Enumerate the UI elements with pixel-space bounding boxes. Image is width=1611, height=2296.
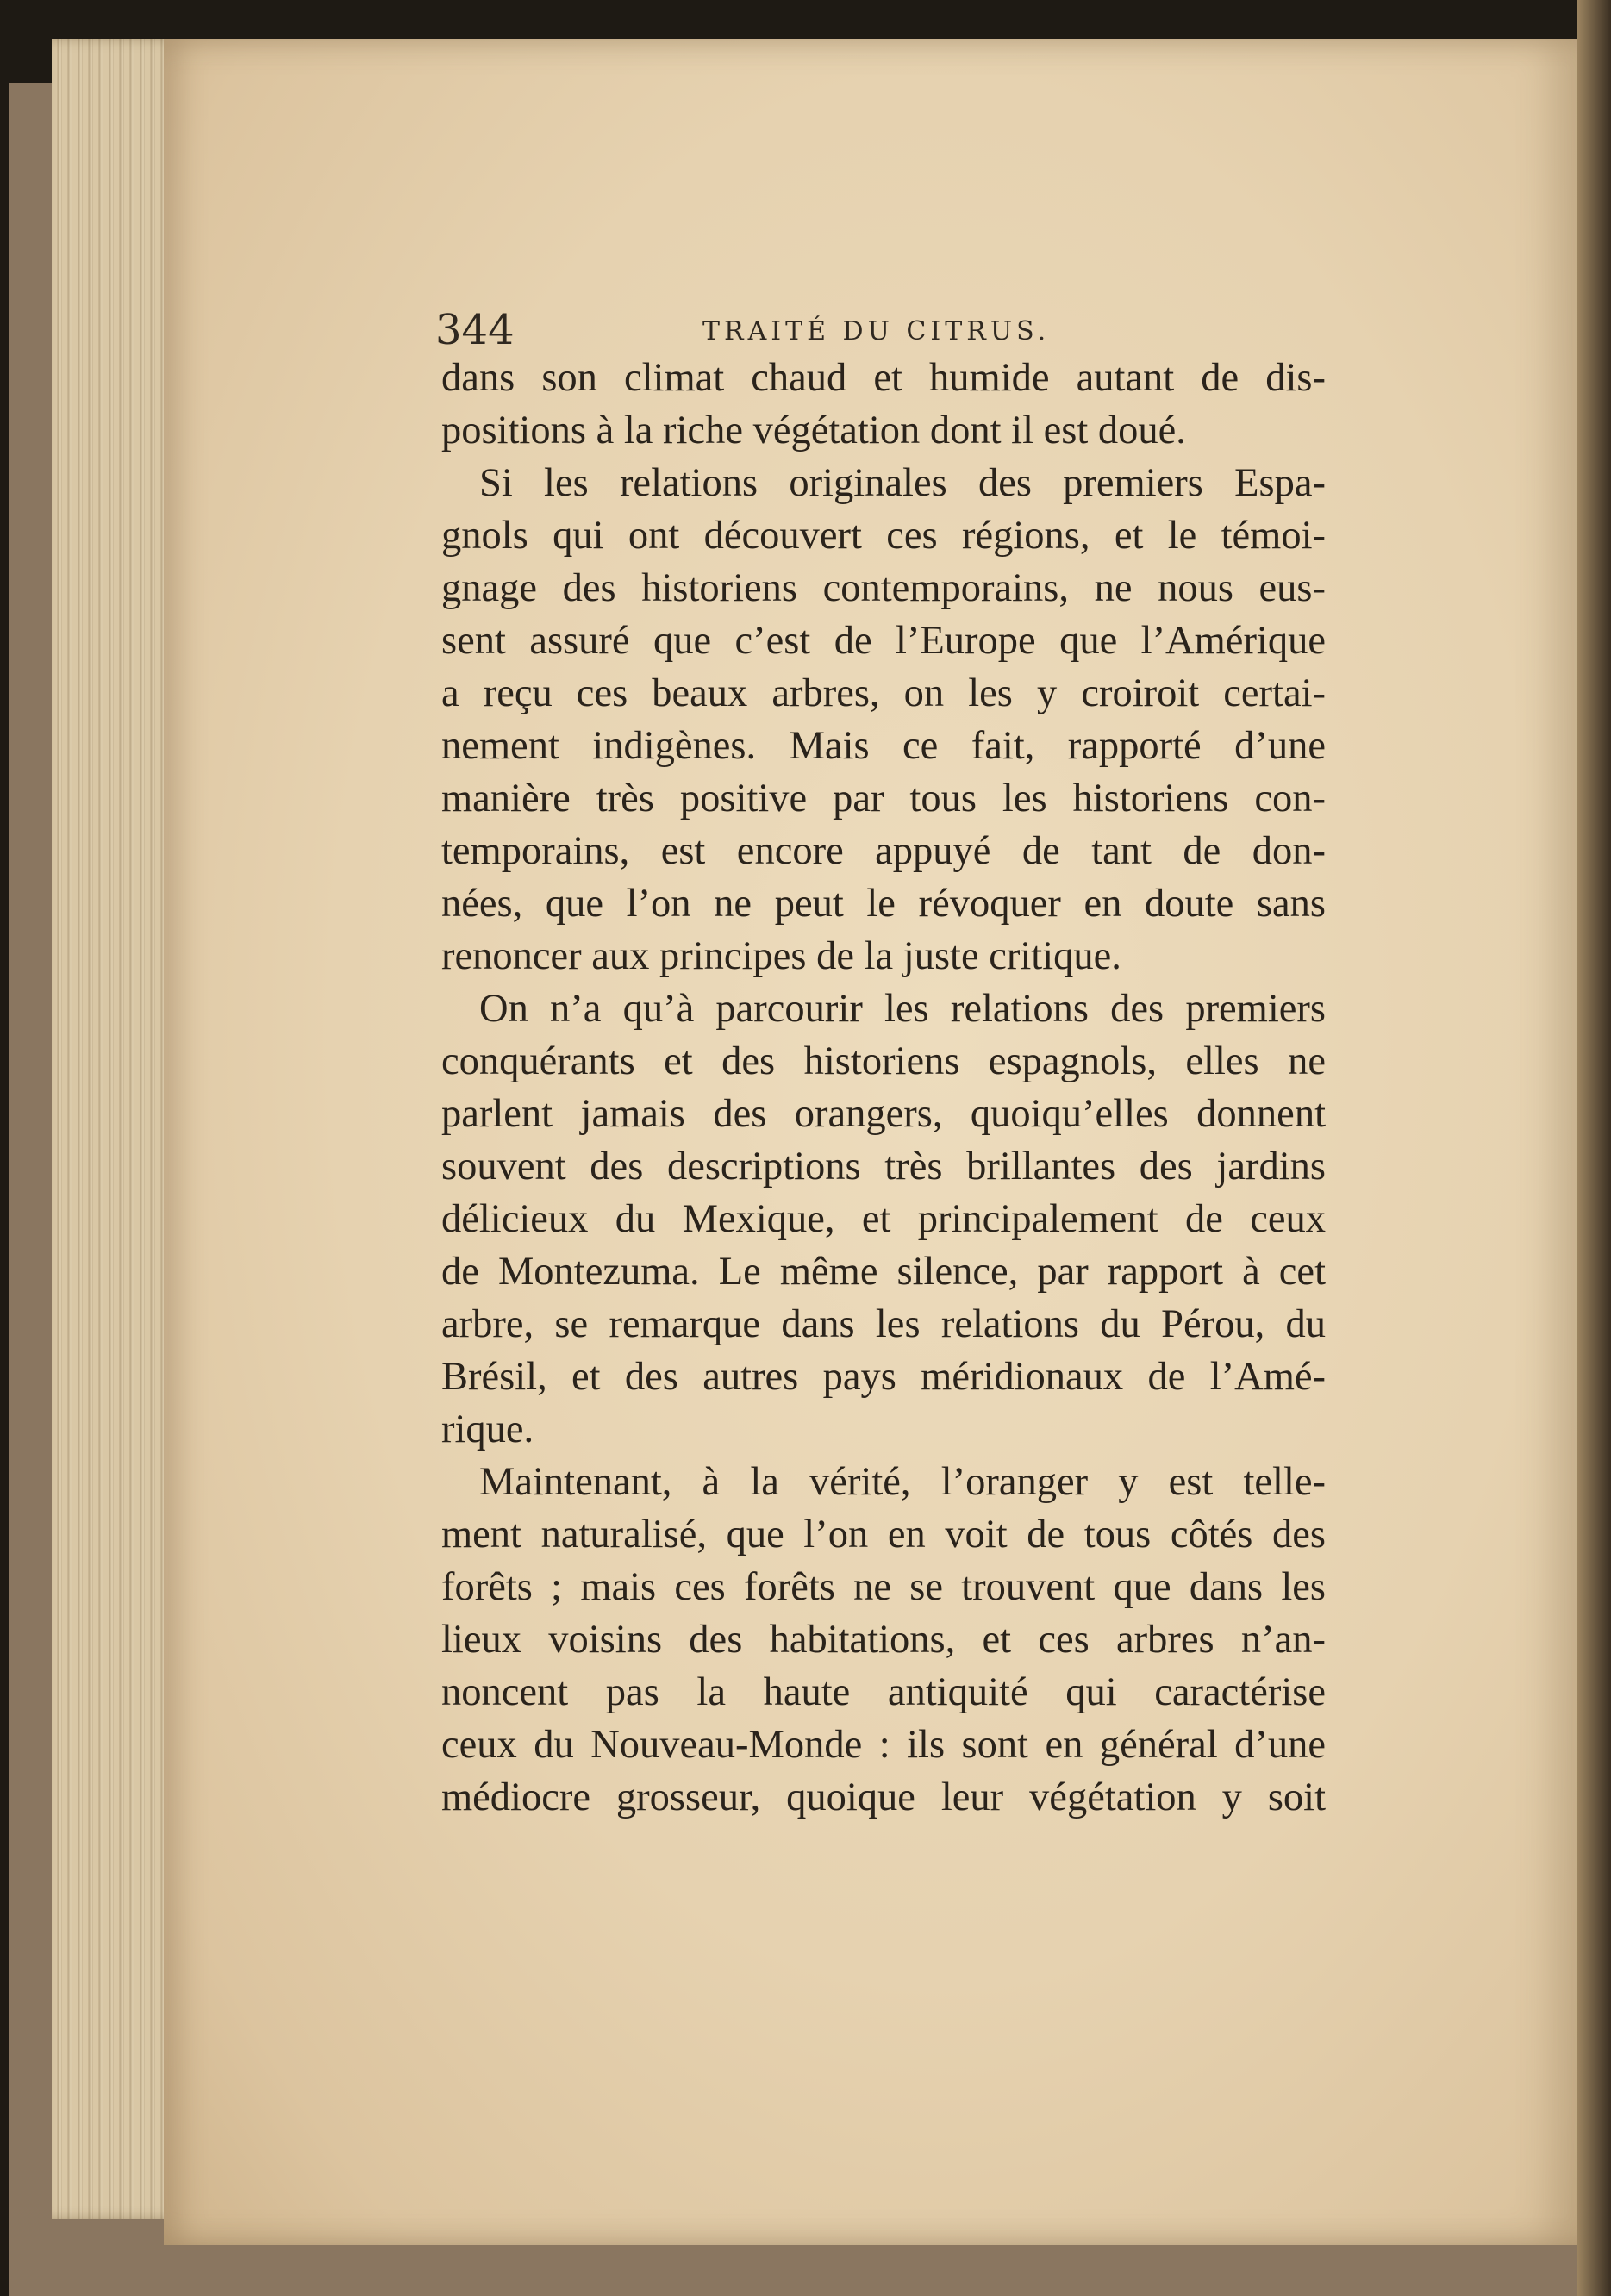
text-line: parlent jamais des orangers, quoiqu’elles donnent xyxy=(441,1092,1326,1136)
text-line: Si les relations originales des premiers Espa- xyxy=(479,461,1326,505)
text-line: a reçu ces beaux arbres, on les y croiroit certai- xyxy=(441,671,1326,715)
text-line: renoncer aux principes de la juste critique. xyxy=(441,934,1121,978)
text-line: nement indigènes. Mais ce fait, rapporté d’une xyxy=(441,724,1326,768)
text-line: On n’a qu’à parcourir les relations des premiers xyxy=(479,987,1326,1031)
text-line: manière très positive par tous les historiens con- xyxy=(441,777,1326,820)
text-line: noncent pas la haute antiquité qui caractérise xyxy=(441,1670,1326,1714)
text-line: lieux voisins des habitations, et ces arbres n’an- xyxy=(441,1618,1326,1662)
body-text xyxy=(441,352,1326,1824)
text-line: ment naturalisé, que l’on en voit de tous côtés des xyxy=(441,1513,1326,1557)
text-line: gnols qui ont découvert ces régions, et le témoi- xyxy=(441,514,1326,558)
text-line: conquérants et des historiens espagnols, elles ne xyxy=(441,1039,1326,1083)
running-head: TRAITÉ DU CITRUS. xyxy=(702,316,1051,346)
text-line: temporains, est encore appuyé de tant de don- xyxy=(441,829,1326,873)
book-gutter xyxy=(1577,0,1611,2296)
text-line: Maintenant, à la vérité, l’oranger y est telle- xyxy=(479,1460,1326,1504)
page-stack-edges xyxy=(52,39,181,2219)
text-line: nées, que l’on ne peut le révoquer en doute sans xyxy=(441,882,1326,926)
text-line: dans son climat chaud et humide autant de dis- xyxy=(441,356,1326,400)
text-line: rique. xyxy=(441,1407,534,1451)
text-line: sent assuré que c’est de l’Europe que l’Amérique xyxy=(441,619,1326,663)
text-line: souvent des descriptions très brillantes des jardins xyxy=(441,1145,1326,1189)
text-line: ceux du Nouveau-Monde : ils sont en général d’une xyxy=(441,1723,1326,1767)
text-line: positions à la riche végétation dont il est doué. xyxy=(441,409,1186,452)
text-line: médiocre grosseur, quoique leur végétation y soit xyxy=(441,1775,1326,1819)
text-line: forêts ; mais ces forêts ne se trouvent que dans les xyxy=(441,1565,1326,1609)
text-line: gnage des historiens contemporains, ne nous eus- xyxy=(441,566,1326,610)
text-line: délicieux du Mexique, et principalement de ceux xyxy=(441,1197,1326,1241)
page-number: 344 xyxy=(435,306,515,354)
text-line: Brésil, et des autres pays méridionaux de l’Amé- xyxy=(441,1355,1326,1399)
text-line: de Montezuma. Le même silence, par rapport à cet xyxy=(441,1250,1326,1294)
text-line: arbre, se remarque dans les relations du Pérou, du xyxy=(441,1302,1326,1346)
